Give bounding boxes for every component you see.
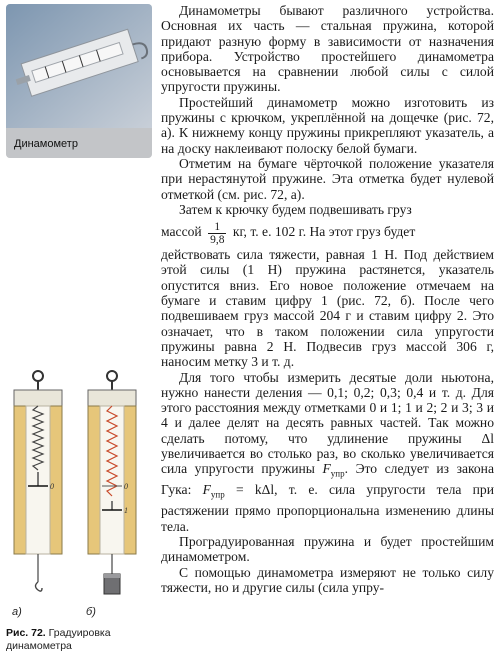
paragraph-2: Простейший динамометр можно изготовить из пружины с крючком, укреплённой на дощечке (рис. 72, а). К нижнему концу пружины прикрепляют указатель, а на доску наклеивают полоску белой бумаги.: [161, 94, 494, 156]
figure-a-mark-0: 0: [50, 482, 54, 491]
figure-b-dynamometer: [78, 368, 148, 606]
paragraph-5-text-3: = kΔl, т. е. сила упругости тела при растяжении прямо пропорциональна изменению длины тела.: [161, 482, 495, 534]
dynamometer-photo-image: [6, 4, 152, 128]
paragraph-4-body: действовать сила тяжести, равная 1 Н. Под действием этой силы (1 Н) пружина растянется, указатель опустится вниз. Его новое положение отмечаем на бумаге и ставим цифру 1 (рис. 72, б). После чего подвешиваем груз массой 204 г и ставим цифру 2. Это означает, что в таком положении сила упругости пружины равна 2 Н. Подвесив груз массой 306 г, наносим метку 3 и т. д.: [161, 247, 494, 370]
paragraph-5: [161, 370, 494, 534]
figure-b-label: б): [86, 606, 96, 618]
mass-rest: кг, т. е. 102 г. На этот груз будет: [232, 224, 416, 240]
left-column: [0, 0, 158, 663]
hooke-force-subscript: упр: [210, 490, 225, 501]
photo-caption: Динамометр: [14, 138, 78, 150]
hooke-force-symbol: F: [202, 482, 211, 498]
mass-fraction: [208, 221, 226, 246]
fraction-numerator: 1: [208, 221, 226, 234]
figure-a-label: а): [12, 606, 22, 618]
figure-caption-number: Рис. 72.: [6, 627, 46, 639]
paragraph-4-intro: Затем к крючку будем подвешивать груз: [179, 201, 412, 217]
figure-b-mark-1: 1: [124, 506, 128, 515]
paragraph-6: Проградуированная пружина и будет простейшим динамометром.: [161, 533, 494, 565]
paragraph-7: С помощью динамометра измеряют не только силу тяжести, но и другие силы (сила упру-: [161, 564, 494, 595]
main-text: [161, 3, 494, 595]
paragraph-3: Отметим на бумаге чёрточкой положение указателя при нерастянутой пружине. Эта отметка будет нулевой отметкой (см. рис. 72, а).: [161, 155, 494, 202]
mass-word: массой: [161, 224, 202, 240]
mass-formula-line: [161, 217, 494, 247]
force-subscript: упр: [330, 469, 345, 480]
figure-caption: [6, 627, 156, 653]
force-symbol: F: [322, 461, 331, 477]
figure-b-mark-0: 0: [124, 482, 128, 491]
fraction-denominator: 9,8: [210, 233, 225, 246]
figure-caption-text: Градуировка динамометра: [6, 627, 111, 652]
figure-a-dynamometer: [4, 368, 74, 606]
dynamometer-photo: [6, 4, 152, 158]
paragraph-1: Динамометры бывают различного устройства. Основная их часть — стальная пружина, которой придают разную форму в зависимости от назначения прибора. Устройство простейшего динамометра основывается на сравнении любой силы с силой упругости пружины.: [161, 3, 494, 95]
paragraph-5-text: Для того чтобы измерить десятые доли ньютона, нужно нанести деления — 0,1; 0,2; 0,3; 0,4 и т. д. Для этого расстояния между отметками 0 и 1; 1 и 2; 2 и 3; 3 и 4 и далее делят на десять равных частей. Так можно сделать потому, что удлинение пружины Δl увеличивается во столько раз, во сколько увеличивается сила упругости пружины: [161, 369, 494, 477]
paragraph-5-text-2: . Это следует из закона Гука:: [161, 461, 494, 498]
